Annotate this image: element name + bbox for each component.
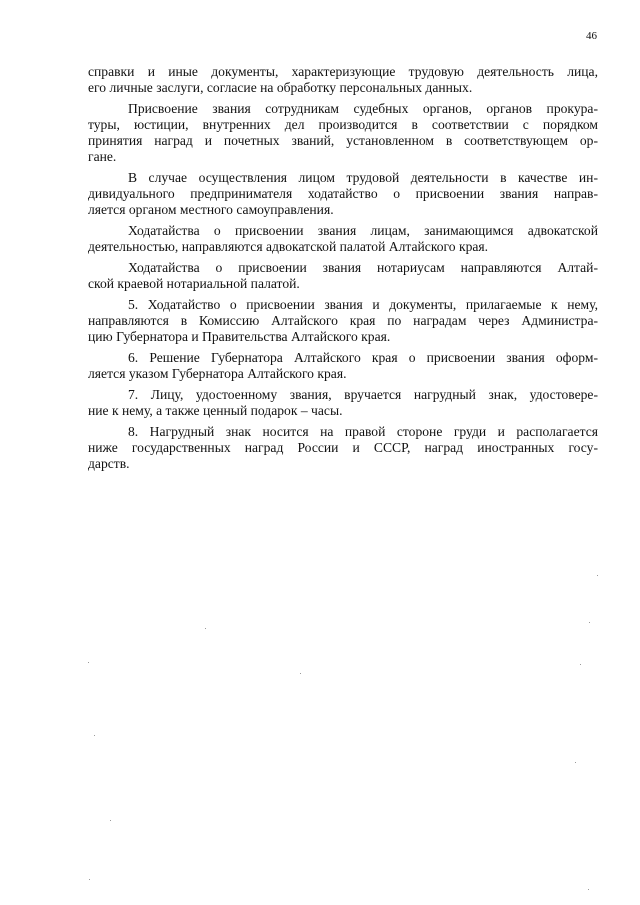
text-line: 5. Ходатайство о присвоении звания и документы, прилагаемые к нему, [128,297,598,312]
scan-speck [89,879,90,880]
text-line: цию Губернатора и Правительства Алтайского края. [88,329,391,344]
scan-speck [580,664,581,665]
document-body [88,64,598,472]
text-line: Ходатайства о присвоении звания нотариусам направляются Алтай- [128,260,598,275]
text-line: В случае осуществления лицом трудовой деятельности в качестве ин- [128,170,598,185]
paragraph [88,170,598,218]
text-line: ние к нему, а также ценный подарок – часы. [88,403,343,418]
paragraph [88,64,598,96]
text-line: Ходатайства о присвоении звания лицам, занимающимся адвокатской [128,223,598,238]
text-line: 6. Решение Губернатора Алтайского края о присвоении звания оформ- [128,350,598,365]
paragraph [88,297,598,345]
scan-speck [94,735,95,736]
text-line: туры, юстиции, внутренних дел производится в соответствии с порядком [88,117,598,132]
text-line: дивидуального предпринимателя ходатайство о присвоении звания направ- [88,186,598,201]
text-line: 7. Лицу, удостоенному звания, вручается нагрудный знак, удостовере- [128,387,598,402]
text-line: деятельностью, направляются адвокатской палатой Алтайского края. [88,239,489,254]
paragraph [88,101,598,165]
paragraph [88,387,598,419]
paragraph [88,424,598,472]
text-line: ляется указом Губернатора Алтайского края. [88,366,347,381]
text-line: направляются в Комиссию Алтайского края по наградам через Администра- [88,313,598,328]
paragraph [88,350,598,382]
text-line: дарств. [88,456,130,471]
paragraph [88,260,598,292]
text-line: ниже государственных наград России и СССР, наград иностранных госу- [88,440,598,455]
scan-speck [110,820,111,821]
scan-speck [205,628,206,629]
scan-speck [588,889,589,890]
text-line: Присвоение звания сотрудникам судебных органов, органов прокура- [128,101,598,116]
scan-speck [300,673,301,674]
scan-speck [575,762,576,763]
page-number: 46 [586,30,597,42]
text-line: ской краевой нотариальной палатой. [88,276,300,291]
scan-speck [589,622,590,623]
scan-speck [597,575,598,576]
text-line: 8. Нагрудный знак носится на правой стороне груди и располагается [128,424,598,439]
text-line: его личные заслуги, согласие на обработку персональных данных. [88,80,473,95]
text-line: гане. [88,149,117,164]
scan-speck [88,662,89,663]
paragraph [88,223,598,255]
text-line: ляется органом местного самоуправления. [88,202,334,217]
text-line: справки и иные документы, характеризующие трудовую деятельность лица, [88,64,598,79]
text-line: принятия наград и почетных званий, установленном в соответствующем ор- [88,133,598,148]
